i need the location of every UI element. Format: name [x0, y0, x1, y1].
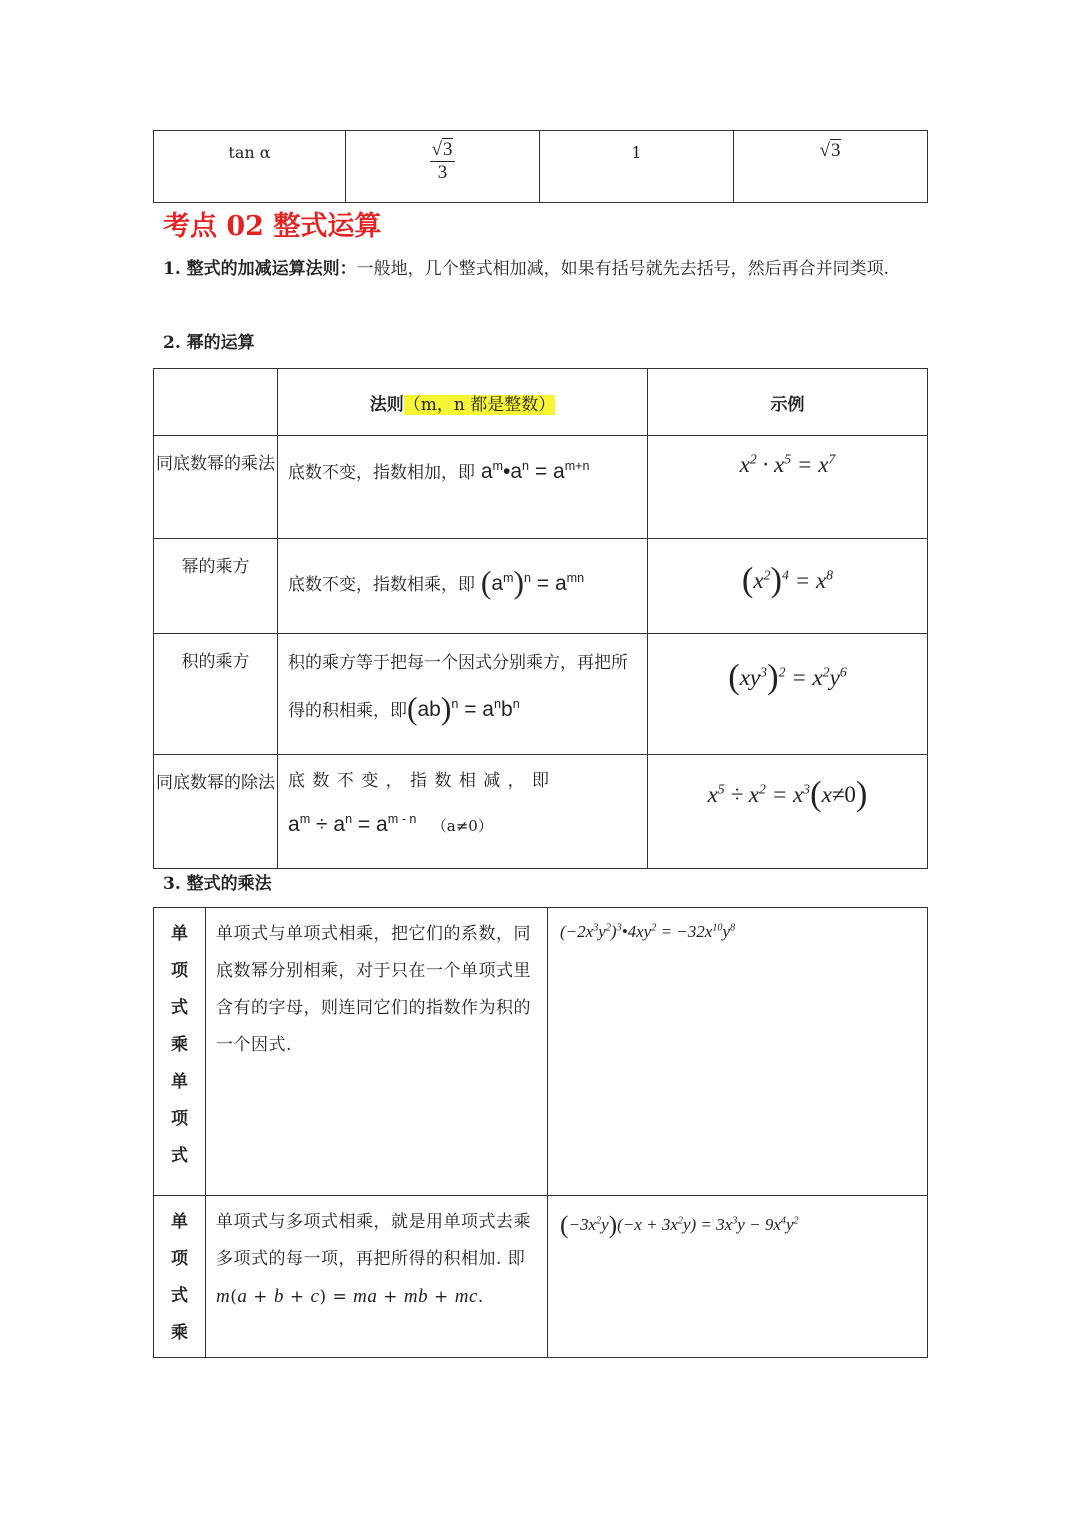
power-row-division [154, 755, 928, 869]
trig-row-tan [154, 131, 928, 203]
trig-value-30 [346, 131, 540, 203]
fraction-denominator: 3 [437, 162, 448, 183]
power-row-rule: 积的乘方等于把每一个因式分别乘方，再把所得的积相乘，即$(ab)^n = a^nb^n$ [278, 634, 648, 755]
trig-label: tan α [228, 143, 271, 162]
mult-row-mono-poly [154, 1196, 928, 1358]
power-header-example: 示例 [648, 369, 928, 436]
mult-row-mono-mono [154, 908, 928, 1196]
paragraph-1 [163, 251, 933, 288]
power-row-example: $x^5 \div x^2 = x^3(x\ne 0)$ [648, 755, 928, 869]
division-condition: （a≠0） [431, 817, 493, 835]
paragraph-1-bold: 1. 整式的加减运算法则： [163, 259, 357, 279]
mult-row-example: $(-3x^2y)(-x + 3x^2y) = 3x^3y - 9x^4y^2$ [548, 1196, 928, 1358]
fraction-numerator-root: 3 [442, 139, 453, 160]
power-row-name: 同底数幂的乘法 [154, 436, 278, 539]
power-row-rule: 底数不变，指数相加，即 $a^m•a^n = a^{m+n}$ [278, 436, 648, 539]
paragraph-1-text: 一般地，几个整式相加减，如果有括号就先去括号，然后再合并同类项. [356, 259, 890, 279]
power-header-rule: 法则（m，n 都是整数） [278, 369, 648, 436]
mult-row-description: 单项式与多项式相乘，就是用单项式去乘多项式的每一项，再把所得的积相加. 即m(a + b + c) = ma + mb + mc. [206, 1196, 548, 1358]
power-table [153, 368, 928, 869]
section-title: 考点 02 整式运算 [163, 211, 382, 242]
trig-value-60-root: 3 [830, 140, 841, 161]
trig-value-45 [540, 131, 734, 203]
trig-value-45-text: 1 [631, 143, 642, 162]
power-header-row [154, 369, 928, 436]
power-header-note: （m，n 都是整数） [403, 394, 556, 415]
power-row-rule: 底数不变，指数相乘，即 $(a^m)^n = a^{mn}$ [278, 539, 648, 634]
power-row-example: $x^2 \cdot x^5 = x^7$ [648, 436, 928, 539]
power-row-name: 幂的乘方 [154, 539, 278, 634]
subtitle-power: 2. 幂的运算 [163, 333, 255, 353]
trig-table [153, 130, 928, 203]
power-row-name: 积的乘方 [154, 634, 278, 755]
power-header-empty [154, 369, 278, 436]
fraction-root3-over-3: $\frac{√3}{3}$ [430, 139, 456, 184]
power-row-product-power [154, 634, 928, 755]
mult-row-description: 单项式与单项式相乘，把它们的系数，同底数幂分别相乘，对于只在一个单项式里含有的字母，则连同它们的指数作为积的一个因式. [206, 908, 548, 1196]
trig-value-60: √3 [734, 131, 928, 203]
power-row-rule: 底 数 不 变 ， 指 数 相 减 ， 即 $a^m \div a^n = a^{m - n}$ （a≠0） [278, 755, 648, 869]
mult-table [153, 907, 928, 1358]
power-row-power [154, 539, 928, 634]
power-row-product [154, 436, 928, 539]
power-row-example: $(x^2)^4 = x^8$ [648, 539, 928, 634]
trig-label-cell [154, 131, 346, 203]
subtitle-multiplication: 3. 整式的乘法 [163, 874, 272, 894]
mult-row-heading: 单 项 式 乘 [154, 1196, 206, 1358]
power-row-name: 同底数幂的除法 [154, 755, 278, 869]
power-row-example: $(xy^3)^2 = x^2y^6$ [648, 634, 928, 755]
mult-row-example: $(-2x^3y^2)^3•4xy^2 = -32x^{10}y^8$ [548, 908, 928, 1196]
mult-row-heading: 单 项 式 乘 单 项 式 [154, 908, 206, 1196]
